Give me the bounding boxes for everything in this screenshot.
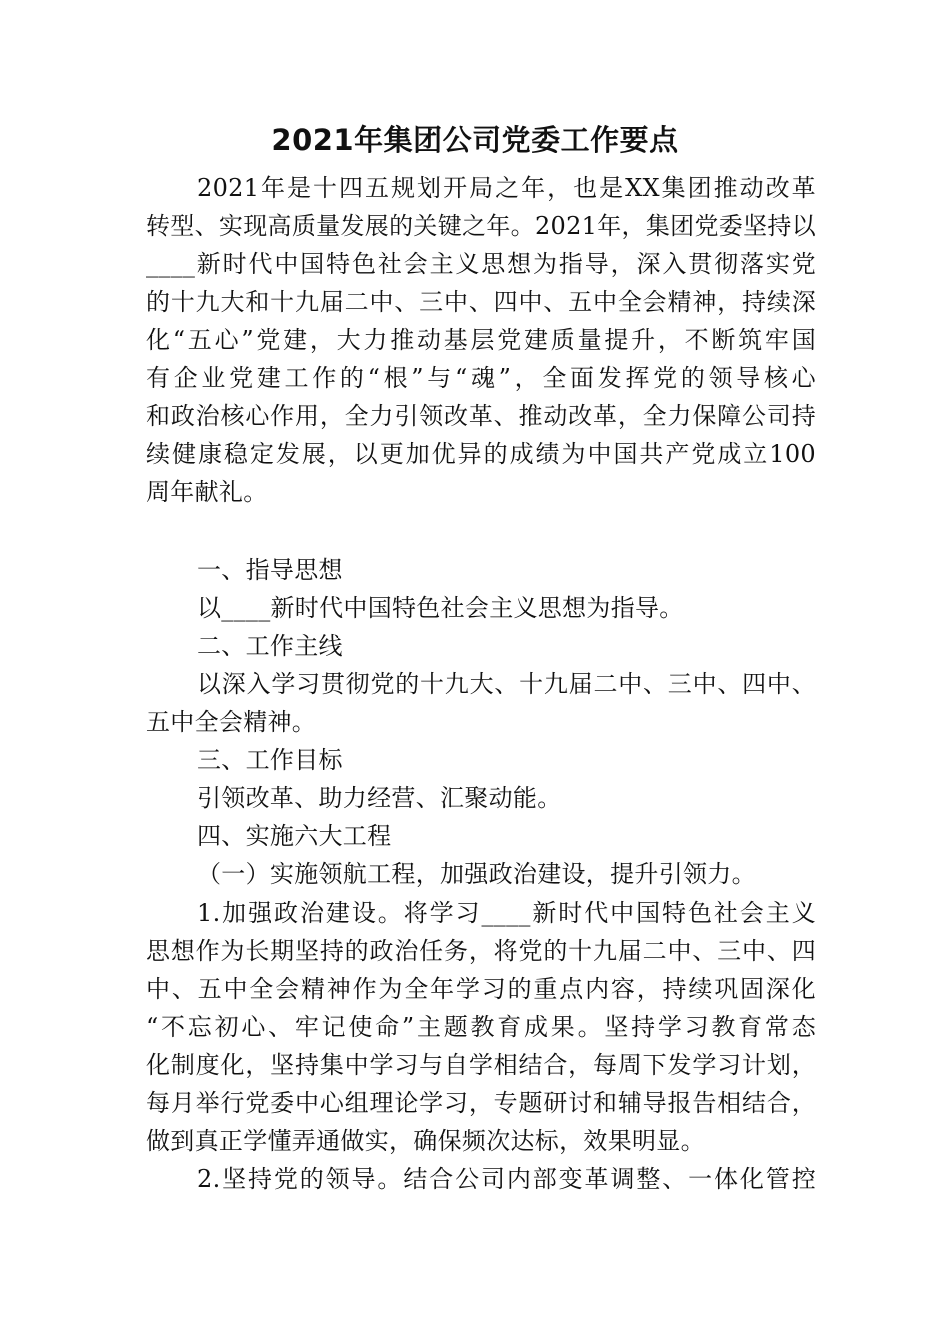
item2-line-1: 2.坚持党的领导。结合公司内部变革调整、一体化管控 <box>197 1165 816 1193</box>
intro-line-4: 的十九大和十九届二中、三中、四中、五中全会精神，持续深 <box>146 288 816 316</box>
section-text-work-mainline-1: 以深入学习贯彻党的十九大、十九届二中、三中、四中、 <box>197 670 816 698</box>
item1-line-2: 思想作为长期坚持的政治任务，将党的十九届二中、三中、四 <box>146 937 816 965</box>
item1-line-1: 1.加强政治建设。将学习____新时代中国特色社会主义 <box>197 899 816 927</box>
section-heading-six-projects: 四、实施六大工程 <box>197 822 392 850</box>
intro-line-8: 续健康稳定发展，以更加优异的成绩为中国共产党成立100 <box>146 440 816 468</box>
section-heading-work-goals: 三、工作目标 <box>197 746 343 774</box>
intro-line-5: 化“五心”党建，大力推动基层党建质量提升，不断筑牢国 <box>146 326 816 354</box>
item1-line-6: 每月举行党委中心组理论学习，专题研讨和辅导报告相结合， <box>146 1089 816 1117</box>
intro-line-9: 周年献礼。 <box>146 478 268 506</box>
item1-line-4: “不忘初心、牢记使命”主题教育成果。坚持学习教育常态 <box>146 1013 816 1041</box>
document-title: 2021年集团公司党委工作要点 <box>271 123 679 157</box>
section-heading-guiding-ideology: 一、指导思想 <box>197 556 343 584</box>
section-text-guiding-ideology: 以____新时代中国特色社会主义思想为指导。 <box>197 594 684 622</box>
intro-line-7: 和政治核心作用，全力引领改革、推动改革，全力保障公司持 <box>146 402 816 430</box>
intro-line-3: ____新时代中国特色社会主义思想为指导，深入贯彻落实党 <box>146 250 816 278</box>
section-text-work-mainline-2: 五中全会精神。 <box>146 708 317 736</box>
section-text-work-goals: 引领改革、助力经营、汇聚动能。 <box>197 784 562 812</box>
section-heading-work-mainline: 二、工作主线 <box>197 632 343 660</box>
subsection-heading-1: （一）实施领航工程，加强政治建设，提升引领力。 <box>197 860 756 888</box>
item1-line-5: 化制度化，坚持集中学习与自学相结合，每周下发学习计划， <box>146 1051 816 1079</box>
item1-line-7: 做到真正学懂弄通做实，确保频次达标，效果明显。 <box>146 1127 705 1155</box>
item1-line-3: 中、五中全会精神作为全年学习的重点内容，持续巩固深化 <box>146 975 816 1003</box>
intro-line-2: 转型、实现高质量发展的关键之年。2021年，集团党委坚持以 <box>146 212 816 240</box>
intro-line-6: 有企业党建工作的“根”与“魂”，全面发挥党的领导核心 <box>146 364 816 392</box>
intro-line-1: 2021年是十四五规划开局之年，也是XX集团推动改革 <box>197 174 816 202</box>
